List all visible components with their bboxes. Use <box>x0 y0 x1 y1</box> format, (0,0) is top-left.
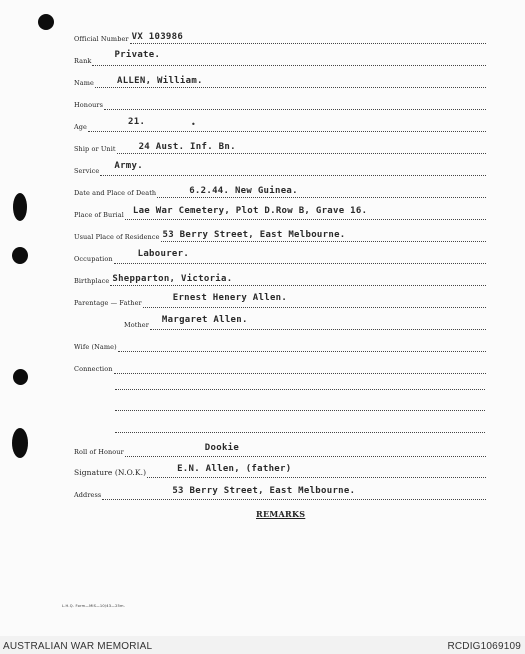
ship-or-unit-row <box>74 140 486 154</box>
punch-hole-lower <box>13 369 28 385</box>
address-label: Address <box>74 491 102 499</box>
ship-or-unit-value: 24 Aust. Inf. Bn. <box>138 142 236 152</box>
age-row <box>74 118 486 132</box>
mother-value: Margaret Allen. <box>161 315 248 325</box>
place-of-burial-value: Lae War Cemetery, Plot D.Row B, Grave 16. <box>132 206 368 216</box>
wife-row <box>74 338 486 352</box>
rank-label: Rank <box>74 57 92 65</box>
punch-hole-upper <box>13 193 27 221</box>
occupation-row <box>74 250 486 264</box>
service-label: Service <box>74 167 100 175</box>
name-value: ALLEN, William. <box>116 76 203 86</box>
name-row <box>74 74 486 88</box>
service-value: Army. <box>114 161 143 171</box>
roll-of-honour-row <box>74 443 486 457</box>
mother-label: Mother <box>124 321 149 329</box>
signature-label: Signature (N.O.K.) <box>74 468 147 477</box>
official-number-value: VX 103986 <box>131 32 184 42</box>
birthplace-value: Shepparton, Victoria. <box>112 274 233 284</box>
usual-residence-label: Usual Place of Residence <box>74 233 160 241</box>
footer-institution: AUSTRALIAN WAR MEMORIAL <box>3 641 153 652</box>
date-place-death-label: Date and Place of Death <box>74 189 157 197</box>
wife-label: Wife (Name) <box>74 343 117 351</box>
printer-imprint: L.H.Q. Form—MIS—10/43—25m. <box>62 604 126 608</box>
usual-residence-row <box>74 228 486 242</box>
usual-residence-value: 53 Berry Street, East Melbourne. <box>162 230 346 240</box>
ship-or-unit-label: Ship or Unit <box>74 145 116 153</box>
remarks-heading: REMARKS <box>256 509 306 519</box>
roll-of-honour-label: Roll of Honour <box>74 448 124 456</box>
footer-record-id: RCDIG1069109 <box>447 641 521 652</box>
official-number-row <box>74 30 486 44</box>
signature-row <box>74 464 486 478</box>
age-label: Age <box>74 123 88 131</box>
occupation-value: Labourer. <box>137 249 190 259</box>
connection-blank-line-1 <box>115 389 485 390</box>
birthplace-label: Birthplace <box>74 277 110 285</box>
connection-row <box>74 360 486 374</box>
archive-footer <box>0 636 525 654</box>
rank-row <box>74 52 486 66</box>
parentage-father-row <box>74 294 486 308</box>
date-place-death-row <box>74 184 486 198</box>
name-label: Name <box>74 79 94 87</box>
place-of-burial-row <box>74 206 486 220</box>
date-place-death-value: 6.2.44. New Guinea. <box>189 186 298 196</box>
mother-row <box>124 316 486 330</box>
connection-label: Connection <box>74 365 113 373</box>
signature-value: E.N. Allen, (father) <box>177 464 292 474</box>
honours-row <box>74 96 486 110</box>
parentage-father-value: Ernest Henery Allen. <box>172 293 288 303</box>
parentage-father-label: Parentage — Father <box>74 299 142 307</box>
rank-value: Private. <box>114 50 161 60</box>
connection-blank-line-3 <box>115 432 485 433</box>
service-row <box>74 162 486 176</box>
age-value: 21. <box>128 117 146 127</box>
occupation-label: Occupation <box>74 255 113 263</box>
honours-label: Honours <box>74 101 104 109</box>
address-value: 53 Berry Street, East Melbourne. <box>172 486 356 496</box>
connection-blank-line-2 <box>115 410 485 411</box>
punch-hole-top <box>38 14 54 30</box>
place-of-burial-label: Place of Burial <box>74 211 124 219</box>
address-row <box>74 486 486 500</box>
roll-of-honour-value: Dookie <box>204 443 240 453</box>
punch-hole-middle <box>12 247 28 264</box>
punch-hole-bottom <box>12 428 28 458</box>
birthplace-row <box>74 272 486 286</box>
stray-mark: • <box>191 120 196 129</box>
official-number-label: Official Number <box>74 35 129 43</box>
